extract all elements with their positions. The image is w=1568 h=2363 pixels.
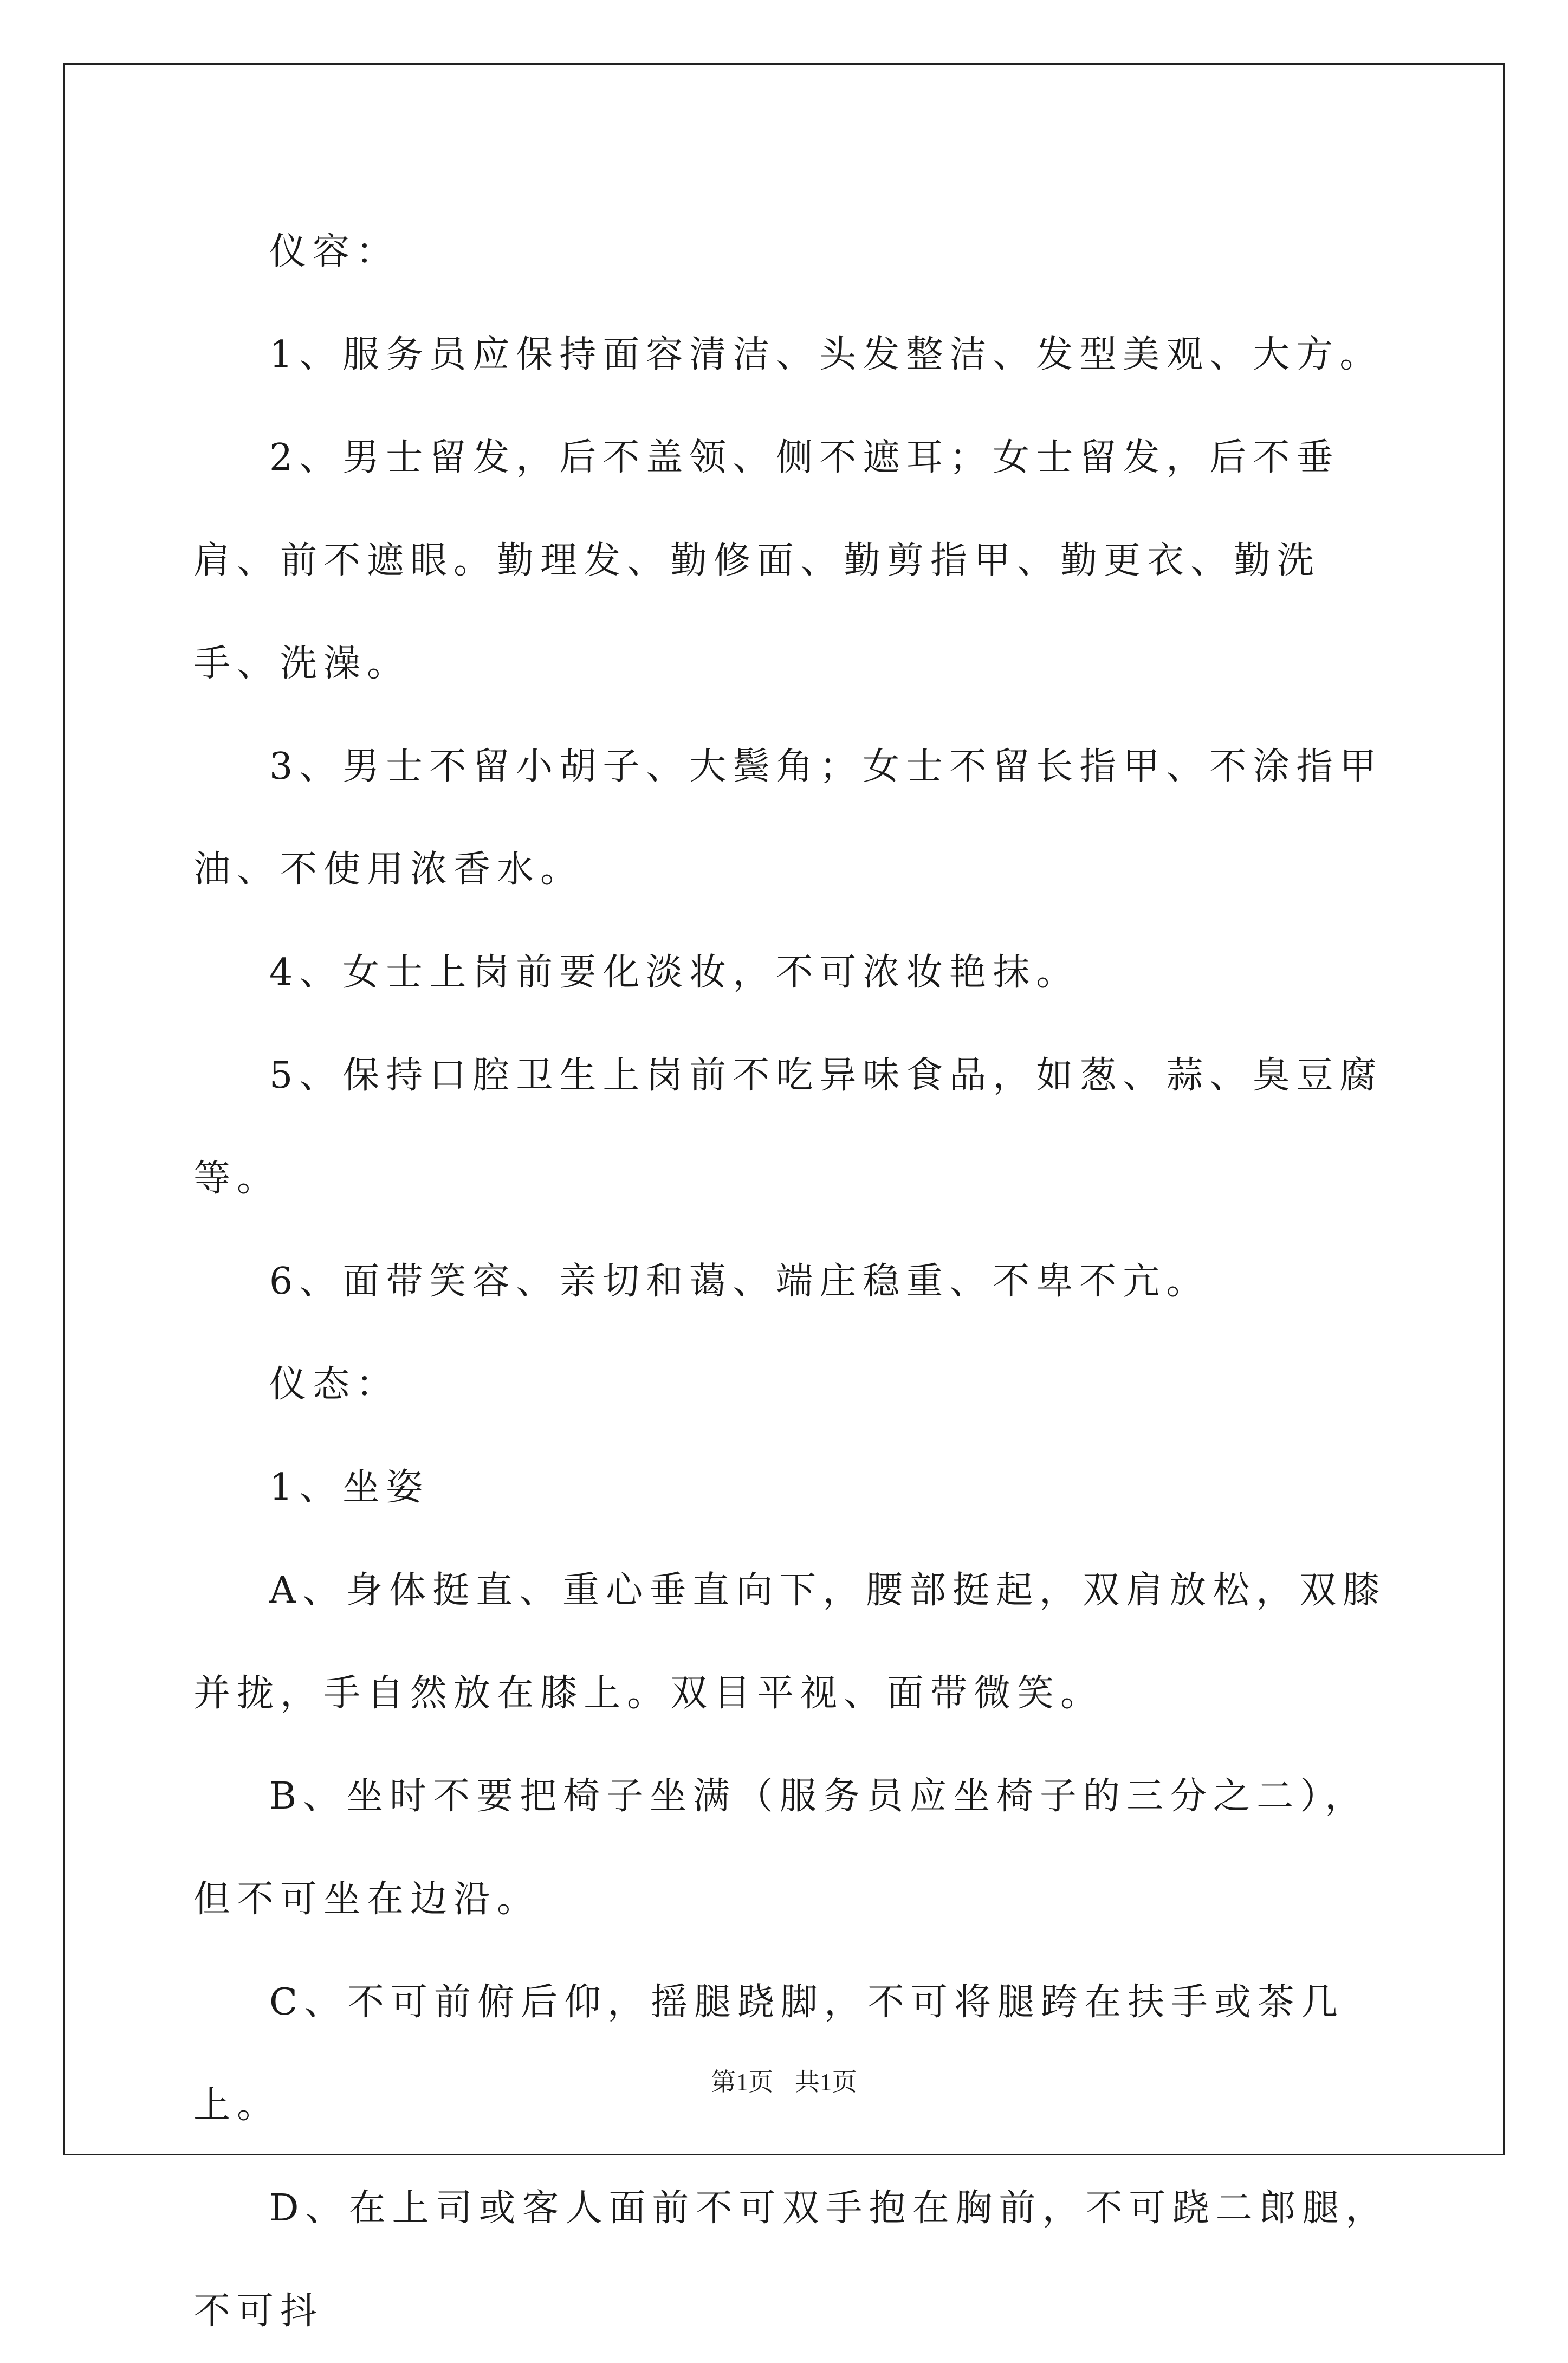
paragraph: D、在上司或客人面前不可双手抱在胸前，不可跷二郎腿，不可抖 [193, 2187, 1389, 2333]
paragraph: 3、男士不留小胡子、大鬓角；女士不留长指甲、不涂指甲油、不使用浓香水。 [193, 745, 1383, 891]
paragraph: 5、保持口腔卫生上岗前不吃异味食品，如葱、蒜、臭豆腐等。 [193, 1054, 1383, 1200]
paragraph: 2、男士留发，后不盖领、侧不遮耳；女士留发，后不垂肩、前不遮眼。勤理发、勤修面、勤剪指甲、勤更衣、勤洗手、洗澡。 [193, 436, 1340, 685]
paragraph: B、坐时不要把椅子坐满（服务员应坐椅子的三分之二），但不可坐在边沿。 [193, 1775, 1368, 1921]
page-number: 第1页 [711, 2068, 774, 2096]
document-body [193, 201, 1402, 2363]
section-heading-posture: 仪态： [269, 1363, 400, 1406]
section-heading-appearance: 仪容： [269, 230, 400, 273]
paragraph: C、不可前俯后仰，摇腿跷脚，不可将腿跨在扶手或茶几上。 [193, 1981, 1345, 2127]
paragraph: 4、女士上岗前要化淡妆，不可浓妆艳抹。 [269, 951, 1080, 994]
paragraph: 6、面带笑容、亲切和蔼、端庄稳重、不卑不亢。 [269, 1260, 1210, 1303]
subheading-sitting: 1、坐姿 [269, 1466, 430, 1509]
page-footer [0, 2062, 1568, 2098]
paragraph: A、身体挺直、重心垂直向下，腰部挺起，双肩放松，双膝并拢，手自然放在膝上。双目平视、面带微笑。 [193, 1569, 1386, 1715]
page-total: 共1页 [794, 2068, 857, 2096]
paragraph: 1、服务员应保持面容清洁、头发整洁、发型美观、大方。 [269, 333, 1383, 376]
